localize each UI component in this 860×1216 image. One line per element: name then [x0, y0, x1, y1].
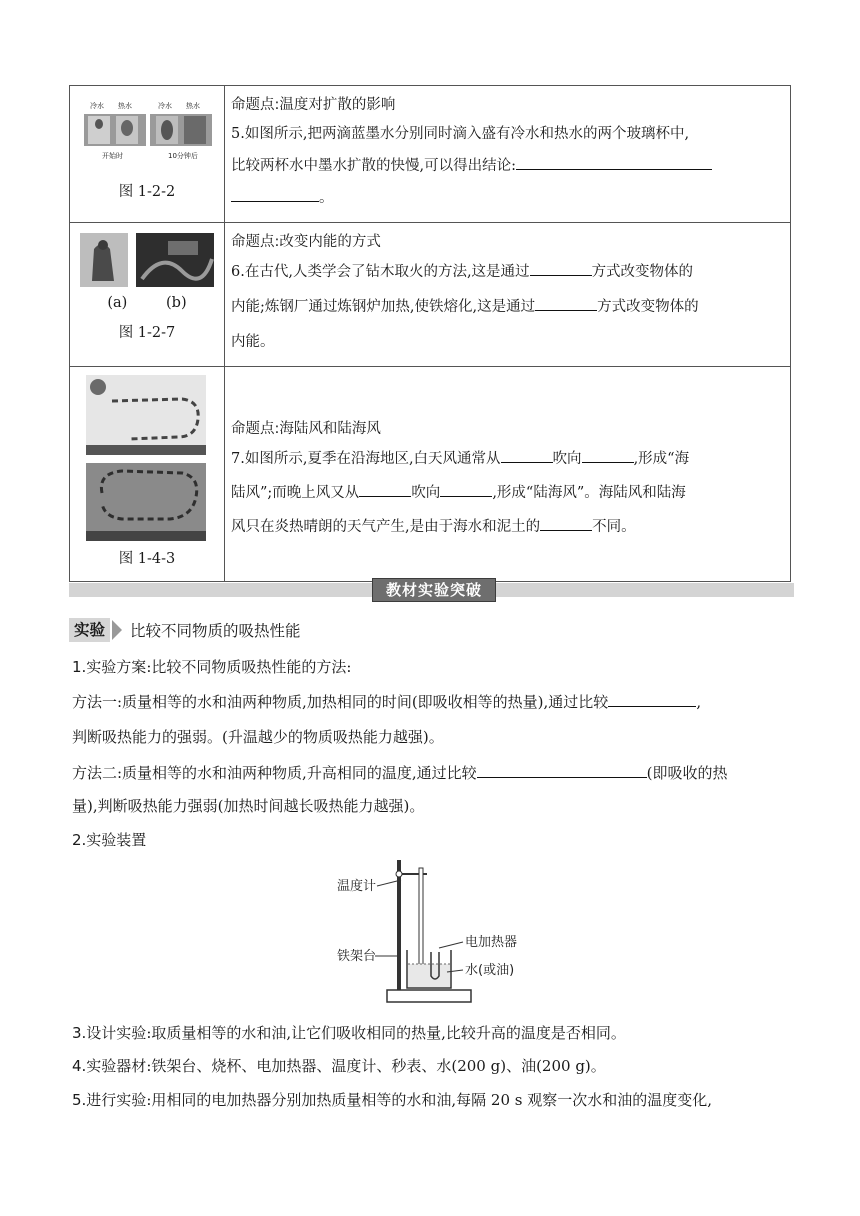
question-text: 方式改变物体的 [591, 264, 694, 280]
triangle-arrow-icon [112, 620, 122, 640]
question-heading: 命题点:海陆风和陆海风 [231, 421, 381, 437]
question-text: 内能;炼钢厂通过炼钢炉加热,使铁熔化,这是通过 [231, 299, 536, 315]
question-text: 7.如图所示,夏季在沿海地区,白天风通常从 [231, 451, 501, 467]
answer-blank[interactable] [535, 294, 597, 311]
question-text: ,形成“海 [633, 451, 690, 467]
paragraph-text: :用相同的电加热器分别加热质量相等的水和油,每隔 20 s 观察一次水和油的温度变化, [146, 1091, 712, 1109]
internal-energy-figure [72, 231, 222, 291]
figure-cell-1-2-2 [70, 86, 225, 223]
paragraph-text: (即吸收的热 [646, 764, 728, 782]
question-text: 。 [319, 190, 334, 206]
subfigure-label-b: (b) [166, 295, 187, 311]
question-5-cell [225, 86, 791, 223]
question-heading: 命题点:改变内能的方式 [231, 234, 381, 250]
question-text: 5.如图所示,把两滴蓝墨水分别同时滴入盛有冷水和热水的两个玻璃杯中, [231, 126, 690, 142]
experiment-title: 比较不同物质的吸热性能 [130, 622, 301, 640]
figure-caption: 图 1-2-7 [118, 325, 176, 341]
paragraph-text: 方法二:质量相等的水和油两种物质,升高相同的温度,通过比较 [72, 764, 477, 782]
method-two [72, 761, 727, 783]
paragraph-heading: 1.实验方案 [72, 658, 147, 676]
paragraph-text: , [696, 693, 702, 711]
thermometer-label: 温度计 [337, 879, 377, 894]
paragraph-heading: 3.设计实验 [72, 1024, 147, 1042]
method-two-cont: 量),判断吸热能力强弱(加热时间越长吸热能力越强)。 [72, 797, 425, 815]
paragraph-equipment [72, 1055, 606, 1076]
paragraph-design [72, 1022, 626, 1043]
experiment-header [69, 618, 301, 642]
answer-blank[interactable] [516, 153, 712, 170]
method-one-cont: 判断吸热能力的强弱。(升温越少的物质吸热能力越强)。 [72, 728, 444, 746]
question-text: 内能。 [231, 334, 275, 350]
question-table [69, 85, 791, 582]
label-start: 开始时 [102, 152, 123, 160]
question-text: ,形成“陆海风”。海陆风和陆海 [492, 485, 686, 501]
figure-caption: 图 1-2-2 [118, 184, 176, 200]
question-7-cell [225, 367, 791, 582]
question-6-cell [225, 223, 791, 367]
paragraph-text: :比较不同物质吸热性能的方法: [146, 658, 352, 676]
paragraph-procedure [72, 1089, 712, 1110]
label-hot-1: 热水 [118, 102, 132, 110]
paragraph-text: 方法一:质量相等的水和油两种物质,加热相同的时间(即吸收相等的热量),通过比较 [72, 693, 609, 711]
stand-label: 铁架台 [337, 949, 377, 964]
ink-diffusion-figure [72, 94, 222, 184]
method-one [72, 690, 701, 712]
answer-blank[interactable] [540, 514, 592, 531]
figure-cell-1-4-3 [70, 367, 225, 582]
heater-label: 电加热器 [465, 935, 518, 950]
paragraph-apparatus-heading: 2.实验装置 [72, 831, 147, 849]
paragraph-text: :铁架台、烧杯、电加热器、温度计、秒表、水(200 g)、油(200 g)。 [146, 1057, 606, 1075]
liquid-label: 水(或油) [465, 963, 515, 978]
paragraph-heading: 5.进行实验 [72, 1091, 147, 1109]
question-text: 陆风”;而晚上风又从 [231, 485, 360, 501]
paragraph-text: :取质量相等的水和油,让它们吸收相同的热量,比较升高的温度是否相同。 [146, 1024, 626, 1042]
question-text: 不同。 [592, 519, 636, 535]
question-text: 风只在炎热晴朗的天气产生,是由于海水和泥土的 [231, 519, 541, 535]
label-hot-2: 热水 [186, 102, 200, 110]
apparatus-diagram [335, 856, 535, 1006]
answer-blank[interactable] [608, 690, 696, 707]
answer-blank[interactable] [582, 446, 634, 463]
subfigure-label-a: (a) [107, 295, 128, 311]
answer-blank[interactable] [440, 480, 492, 497]
experiment-label: 实验 [69, 618, 110, 642]
paragraph-heading: 4.实验器材 [72, 1057, 147, 1075]
answer-blank[interactable] [501, 446, 553, 463]
question-text: 吹向 [411, 485, 441, 501]
question-text: 方式改变物体的 [597, 299, 699, 315]
question-text: 6.在古代,人类学会了钻木取火的方法,这是通过 [231, 264, 530, 280]
question-text: 吹向 [552, 451, 582, 467]
answer-blank[interactable] [359, 480, 411, 497]
question-text: 比较两杯水中墨水扩散的快慢,可以得出结论: [231, 158, 516, 174]
answer-blank[interactable] [477, 761, 647, 778]
label-cold-1: 冷水 [90, 102, 104, 110]
figure-cell-1-2-7 [70, 223, 225, 367]
answer-blank[interactable] [530, 259, 592, 276]
answer-blank[interactable] [231, 185, 319, 202]
figure-caption: 图 1-4-3 [118, 551, 176, 567]
section-title: 教材实验突破 [372, 578, 496, 602]
label-cold-2: 冷水 [158, 102, 172, 110]
question-heading: 命题点:温度对扩散的影响 [231, 97, 396, 113]
label-after: 10分钟后 [168, 152, 198, 160]
sea-land-breeze-figure [82, 373, 212, 543]
paragraph-plan [72, 656, 351, 677]
